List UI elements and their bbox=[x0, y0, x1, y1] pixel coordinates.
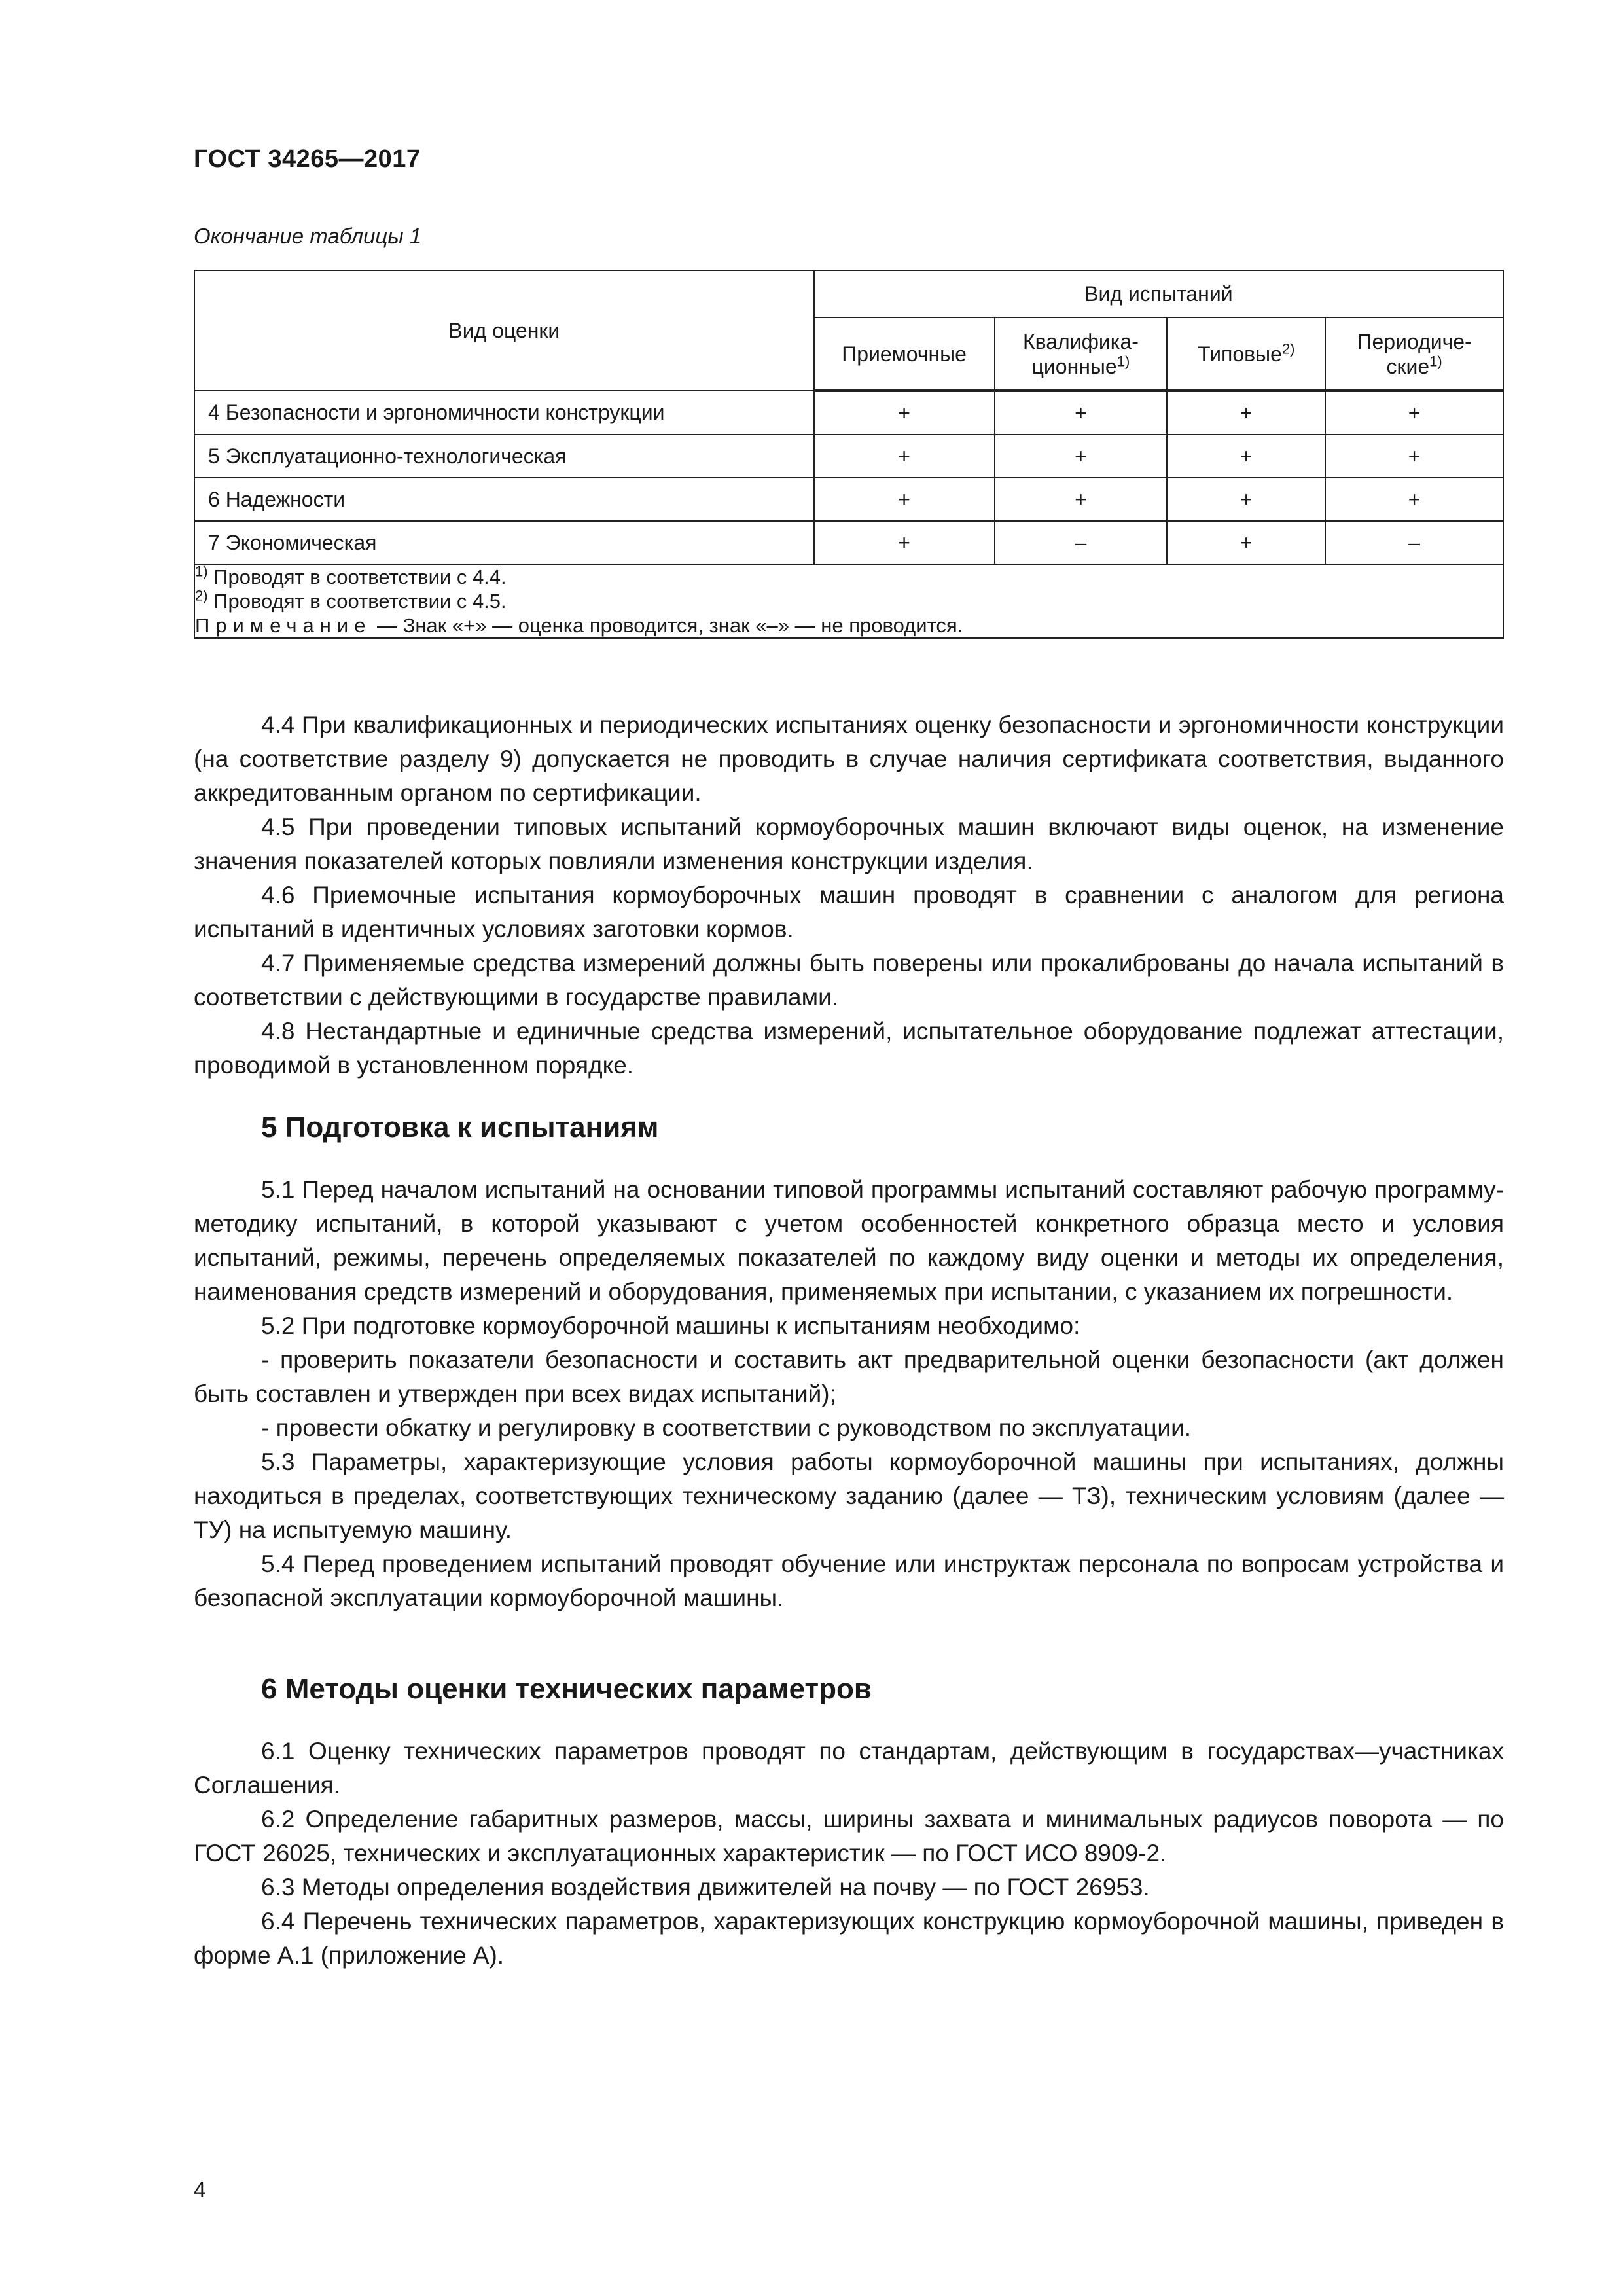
paragraph: 5.4 Перед проведением испытаний проводят обучение или инструктаж персонала по вопросам устройства и безопасной эксплуатации кормоуборочной машины. bbox=[194, 1551, 1504, 1611]
subheader-qualification: Квалифика- ционные$^{1)}$ bbox=[995, 317, 1168, 391]
page-number: 4 bbox=[194, 2178, 206, 2202]
paragraph: 5.3 Параметры, характеризующие условия работы кормоуборочной машины при испытаниях, должны находиться в пределах, соответствующих техническому заданию (далее — ТЗ), техническим условиям (далее — ТУ) на испытуемую машину. bbox=[194, 1448, 1504, 1543]
paragraph: 4.8 Нестандартные и единичные средства измерений, испытательное оборудование подлежат аттестации, проводимой в установленном порядке. bbox=[194, 1018, 1504, 1079]
paragraph: 6.4 Перечень технических параметров, характеризующих конструкцию кормоуборочной машины, приведен в форме А.1 (приложение А). bbox=[194, 1908, 1504, 1969]
footnote-1: $^{1)}$ Проводят в соответствии с 4.4. bbox=[195, 563, 507, 588]
table-row bbox=[194, 391, 1503, 435]
subheader-acceptance: Приемочные bbox=[814, 317, 995, 391]
row-mark: + bbox=[1167, 391, 1325, 435]
row-label: 5 Эксплуатационно-технологическая bbox=[194, 435, 814, 478]
subheader-type: Типовые$^{2)}$ bbox=[1167, 317, 1325, 391]
row-mark: + bbox=[814, 478, 995, 521]
row-mark: + bbox=[995, 478, 1168, 521]
paragraph: 6.2 Определение габаритных размеров, массы, ширины захвата и минимальных радиусов поворота — по ГОСТ 26025, технических и эксплуатационных характеристик — по ГОСТ ИСО 8909-2. bbox=[194, 1806, 1504, 1867]
section-5-title: 5 Подготовка к испытаниям bbox=[261, 1111, 659, 1143]
paragraph: 4.6 Приемочные испытания кормоуборочных машин проводят в сравнении с аналогом для региона испытаний в идентичных условиях заготовки кормов. bbox=[194, 882, 1504, 942]
table-row bbox=[194, 478, 1503, 521]
row-mark: + bbox=[995, 435, 1168, 478]
paragraph: 6.3 Методы определения воздействия движителей на почву — по ГОСТ 26953. bbox=[261, 1874, 1150, 1901]
row-mark: + bbox=[814, 521, 995, 564]
table-row bbox=[194, 521, 1503, 564]
table-row bbox=[194, 435, 1503, 478]
col-assessment-header: Вид оценки bbox=[194, 270, 814, 391]
row-mark: + bbox=[1167, 521, 1325, 564]
table-footnotes bbox=[194, 564, 1503, 638]
row-mark: + bbox=[995, 391, 1168, 435]
section-6-title: 6 Методы оценки технических параметров bbox=[261, 1673, 872, 1705]
section-4-text bbox=[194, 708, 1504, 1083]
paragraph: 4.5 При проведении типовых испытаний кормоуборочных машин включают виды оценок, на изменение значения показателей которых повлияли изменения конструкции изделия. bbox=[194, 814, 1504, 874]
row-mark: + bbox=[1167, 435, 1325, 478]
paragraph: - проверить показатели безопасности и составить акт предварительной оценки безопасности (акт должен быть составлен и утвержден при всех видах испытаний); bbox=[194, 1346, 1504, 1407]
document-code: ГОСТ 34265—2017 bbox=[194, 145, 421, 173]
row-mark: – bbox=[1325, 521, 1503, 564]
paragraph: 4.7 Применяемые средства измерений должны быть поверены или прокалиброваны до начала испытаний в соответствии с действующими в государстве правилами. bbox=[194, 950, 1504, 1011]
col-tests-header: Вид испытаний bbox=[814, 270, 1503, 317]
row-label: 4 Безопасности и эргономичности конструкции bbox=[194, 391, 814, 435]
footnote-2: $^{2)}$ Проводят в соответствии с 4.5. bbox=[195, 587, 507, 613]
row-mark: + bbox=[814, 435, 995, 478]
subheader-periodic: Периодиче- ские$^{1)}$ bbox=[1325, 317, 1503, 391]
row-mark: + bbox=[1325, 435, 1503, 478]
section-5-text bbox=[194, 1173, 1504, 1615]
row-label: 6 Надежности bbox=[194, 478, 814, 521]
row-mark: – bbox=[995, 521, 1168, 564]
row-label: 7 Экономическая bbox=[194, 521, 814, 564]
row-mark: + bbox=[814, 391, 995, 435]
row-mark: + bbox=[1167, 478, 1325, 521]
paragraph: 4.4 При квалификационных и периодических испытаниях оценку безопасности и эргономичности конструкции (на соответствие разделу 9) допускается не проводить в случае наличия сертификата соответствия, выданного аккредитованным органом по сертификации. bbox=[194, 711, 1504, 806]
table-note: Примечание — Знак «+» — оценка проводится, знак «–» — не проводится. bbox=[195, 614, 963, 637]
row-mark: + bbox=[1325, 391, 1503, 435]
section-6-text bbox=[194, 1734, 1504, 1973]
tests-table bbox=[194, 270, 1504, 639]
paragraph: - провести обкатку и регулировку в соответствии с руководством по эксплуатации. bbox=[261, 1414, 1192, 1441]
paragraph: 5.2 При подготовке кормоуборочной машины к испытаниям необходимо: bbox=[261, 1312, 1080, 1339]
paragraph: 6.1 Оценку технических параметров проводят по стандартам, действующим в государствах—участниках Соглашения. bbox=[194, 1738, 1504, 1799]
row-mark: + bbox=[1325, 478, 1503, 521]
paragraph: 5.1 Перед началом испытаний на основании типовой программы испытаний составляют рабочую программу-методику испытаний, в которой указывают с учетом особенностей конкретного образца место и условия испытаний, режимы, перечень определяемых показателей по каждому виду оценки и методы их определения, наименования средств измерений и оборудования, применяемых при испытании, с указанием их погрешности. bbox=[194, 1176, 1504, 1305]
table-caption: Окончание таблицы 1 bbox=[194, 224, 422, 248]
